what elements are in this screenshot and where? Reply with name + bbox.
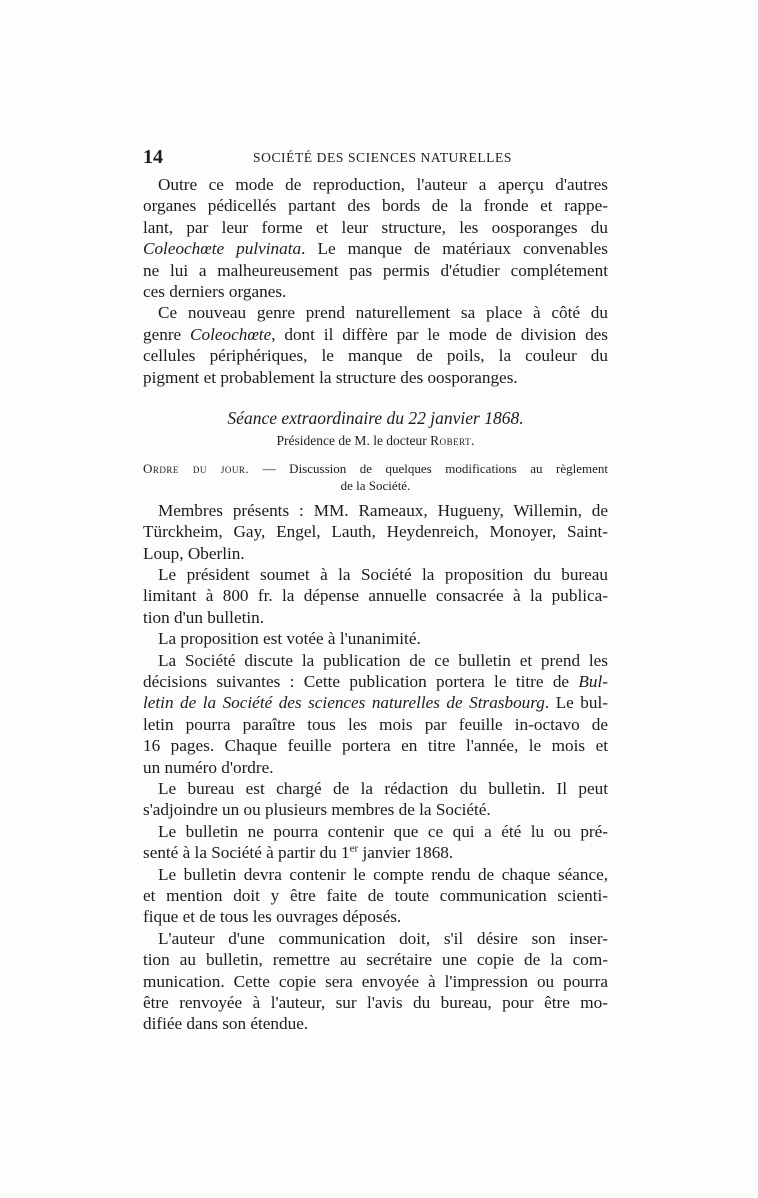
text-line: être renvoyée à l'auteur, sur l'avis du bureau, pour être mo- (143, 992, 608, 1012)
text-line: letin pourra paraître tous les mois par feuille in-octavo de (143, 714, 608, 734)
paragraph-members (143, 500, 608, 564)
paragraph-genus (143, 302, 608, 388)
text-line (143, 671, 608, 692)
text-line (143, 238, 608, 259)
text-line: L'auteur d'une communication doit, s'il désire son inser- (158, 928, 608, 948)
text-line: Türckheim, Gay, Engel, Lauth, Heydenreich, Monoyer, Saint- (143, 522, 608, 542)
superscript: er (349, 842, 359, 855)
text-fragment: genre (143, 324, 191, 344)
text-line: ne lui a malheureusement pas permis d'étudier complétement (143, 260, 608, 280)
text-line: Le bulletin devra contenir le compte rendu de chaque séance, (158, 864, 608, 884)
text-line: Ce nouveau genre prend naturellement sa place à côté du (158, 303, 608, 323)
text-line: tion au bulletin, remettre au secrétaire une copie de la com- (143, 950, 608, 970)
agenda-label: Ordre du jour. (143, 460, 250, 476)
paragraph-reproduction (143, 174, 608, 302)
body-text (143, 174, 608, 1035)
species-name: Coleochœte pulvinata (143, 239, 302, 259)
text-fragment: . Le bul- (544, 693, 608, 713)
paragraph-report (143, 864, 608, 928)
paragraph-decisions (143, 650, 608, 778)
text-line: Membres présents : MM. Rameaux, Hugueny, Willemin, de (158, 500, 608, 520)
text-line (143, 692, 608, 713)
paragraph-proposal (143, 564, 608, 628)
page-header (143, 146, 608, 168)
text-fragment: décisions suivantes : Cette publication portera le titre de (143, 672, 579, 692)
text-line: organes pédicellés partant des bords de la fronde et rappe- (143, 196, 608, 216)
text-fragment: — Discussion de quelques modifications au règlement (249, 460, 608, 476)
text-fragment: , dont il diffère par le mode de division des (271, 324, 608, 344)
text-line: limitant à 800 fr. la dépense annuelle consacrée à la publica- (143, 586, 608, 606)
text-line: pigment et probablement la structure des oosporanges. (143, 367, 518, 387)
bulletin-title: Bul- (578, 672, 608, 692)
text-fragment: Présidence de M. le docteur (276, 432, 431, 448)
text-fragment: . Le manque de matériaux convenables (301, 239, 608, 259)
page-number: 14 (143, 146, 163, 168)
text-line: La Société discute la publication de ce bulletin et prend les (158, 650, 608, 670)
bulletin-title: letin de la Société des sciences naturelles de Strasbourg (143, 693, 545, 713)
agenda-line (143, 460, 608, 477)
genus-name: Coleochœte (190, 324, 272, 344)
text-line: 16 pages. Chaque feuille portera en titre l'année, le mois et (143, 736, 608, 756)
text-line: difiée dans son étendue. (143, 1014, 309, 1034)
text-line: La proposition est votée à l'unanimité. (158, 629, 421, 649)
running-title: SOCIÉTÉ DES SCIENCES NATURELLES (253, 150, 512, 165)
paragraph-author (143, 928, 608, 1035)
text-line: lant, par leur forme et leur structure, les oosporanges du (143, 217, 608, 237)
text-line: Outre ce mode de reproduction, l'auteur a aperçu d'autres (158, 175, 608, 194)
agenda (143, 460, 608, 494)
text-fragment: senté à la Société à partir du 1 (143, 843, 350, 863)
agenda-line: de la Société. (340, 477, 411, 493)
text-line: Le bulletin ne pourra contenir que ce qui a été lu ou pré- (158, 821, 608, 841)
text-line: Le bureau est chargé de la rédaction du bulletin. Il peut (158, 778, 608, 798)
text-line: cellules périphériques, le manque de poils, la couleur du (143, 346, 608, 366)
text-line: et mention doit y être faite de toute communication scienti- (143, 885, 608, 905)
text-fragment: . (471, 432, 475, 448)
text-line: ces derniers organes. (143, 281, 287, 301)
text-line (143, 842, 608, 863)
presidency-line (143, 430, 608, 452)
text-line: fique et de tous les ouvrages déposés. (143, 907, 402, 927)
text-line: Le président soumet à la Société la proposition du bureau (158, 565, 608, 585)
session-title: Séance extraordinaire du 22 janvier 1868. (227, 407, 524, 428)
text-line: s'adjoindre un ou plusieurs membres de la Société. (143, 800, 491, 820)
text-line: munication. Cette copie sera envoyée à l'impression ou pourra (143, 971, 608, 991)
text-line: Loup, Oberlin. (143, 543, 245, 563)
text-line: un numéro d'ordre. (143, 757, 274, 777)
president-name: Robert (430, 432, 472, 448)
text-line: tion d'un bulletin. (143, 607, 265, 627)
text-line (143, 324, 608, 345)
paragraph-bureau (143, 778, 608, 821)
paragraph-content (143, 821, 608, 864)
text-fragment: janvier 1868. (358, 843, 454, 863)
paragraph-vote (143, 628, 608, 649)
